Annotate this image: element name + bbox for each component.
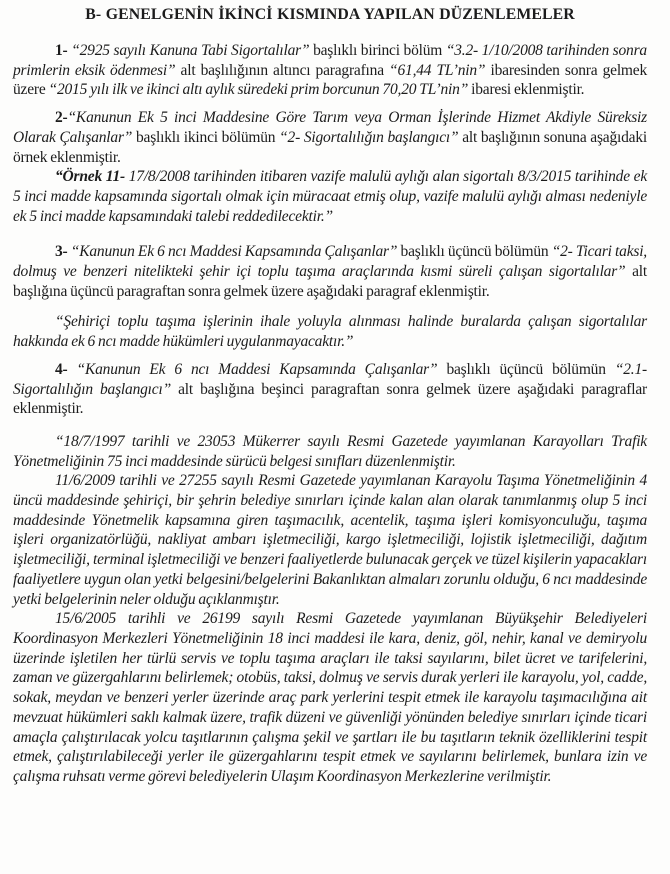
text-run: “Kanunun Ek 5 inci Maddesine Göre Tarım veya Orman İşlerinde Hizmet Akdiyle Süreksiz Olarak Çalışanlar” [13, 109, 647, 146]
paragraph-item-1 [13, 41, 647, 100]
text-run: alt başlığına beşinci paragraftan sonra gelmek üzere aşağıdaki paragraflar eklenmiştir. [13, 380, 647, 418]
text-run: başlıklı ikinci bölümün [132, 128, 280, 146]
text-run: 17/8/2008 tarihinden itibaren vazife malulü aylığı alan sigortalı 8/3/2015 tarihinde ek 5 inci madde kapsamında sigortalı olmak için müracaat etmiş olup, vazife malulü aylığı alması nedeniyle ek 5 inci madde kapsamındaki talebi reddedilecektir.” [13, 168, 647, 225]
text-run: “2- Sigortalılığın başlangıcı” [279, 128, 459, 146]
text-run: başlıklı birinci bölüm [309, 42, 446, 59]
text-run: ibaresinden sonra gelmek üzere [13, 61, 648, 99]
text-run: “2- Ticari taksi, dolmuş ve benzeri nitelikteki şehir içi toplu taşıma araçlarında kısmi süreli çalışan sigortalılar” [13, 243, 647, 281]
text-run: alt başlığının sonuna aşağıdaki örnek eklenmiştir. [13, 128, 647, 166]
document-body [13, 41, 647, 787]
text-run: 11/6/2009 tarihli ve 27255 sayılı Resmi Gazetede yayımlanan Karayolu Taşıma Yönetmeliğinin 4 üncü maddesinde şehiriçi, bir şehrin belediye sınırları içinde kalan alan olarak tanımlanmış olup 5 inci maddesinde Yönetmelik kapsamına giren taşımacılık, acentelik, taşıma işleri komisyonculuğu, taşıma işleri organizatörlüğü, nakliyat ambarı işletmeciliği, kargo işletmeciliği, lojistik işletmeciliği, dağıtım işletmeciliği, terminal işletmeciliği ve benzeri faaliyetlerde bulunacak gerçek ve tüzel kişilerin yapacakları faaliyetlere uygun olan yetki belgesini/belgelerini Bakanlıktan almaları zorunlu olduğu, 6 ncı maddesinde yetki belgelerinin neler olduğu açıklanmıştır. [13, 472, 647, 608]
text-run: alt başlılığının altıncı paragrafına [175, 61, 390, 79]
text-run: “Kanunun Ek 6 ncı Maddesi Kapsamında Çalışanlar” [70, 243, 398, 261]
text-run: “2015 yılı ilk ve ikinci altı aylık süredeki prim borcunun 70,20 TL’nin” [48, 81, 469, 99]
text-run: 3- [55, 243, 71, 261]
text-run: 2- [55, 109, 68, 127]
text-run: “Kanunun Ek 6 ncı Maddesi Kapsamında Çalışanlar” [76, 360, 438, 378]
paragraph-item-2 [13, 108, 647, 167]
text-run: 1- [55, 42, 72, 59]
document-title: B- GENELGENİN İKİNCİ KISMINDA YAPILAN DÜZENLEMELER [85, 6, 575, 23]
paragraph-quote-sehirici [13, 312, 647, 351]
paragraph-example-11 [13, 167, 647, 226]
text-run: ibaresi eklenmiştir. [468, 81, 585, 99]
paragraph-item-3 [13, 242, 647, 301]
text-run: alt başlığına üçüncü paragraftan sonra gelmek üzere aşağıdaki paragraf eklenmiştir. [13, 263, 647, 300]
paragraph-item-4 [13, 360, 647, 419]
text-run: 4- [55, 360, 77, 378]
text-run: “18/7/1997 tarihli ve 23053 Mükerrer sayılı Resmi Gazetede yayımlanan Karayolları Trafik Yönetmeliğinin 75 inci maddesinde sürücü belgesi sınıfları düzenlenmiştir. [13, 432, 647, 470]
paragraph-quote-11-6-2009 [13, 471, 647, 609]
text-run: başlıklı üçüncü bölümün [437, 360, 615, 378]
text-run: “Şehiriçi toplu taşıma işlerinin ihale yoluyla alınması halinde buralarda çalışan sigortalılar hakkında ek 6 ncı madde hükümleri uygulanmayacaktır.” [13, 313, 647, 351]
text-run: “61,44 TL’nin” [389, 61, 486, 79]
paragraph-quote-18-7-1997 [13, 432, 647, 471]
text-run: “2.1- Sigortalılığın başlangıcı” [13, 360, 647, 398]
text-run: “2925 sayılı Kanuna Tabi Sigortalılar” [71, 42, 310, 59]
text-run: 15/6/2005 tarihli ve 26199 sayılı Resmi Gazetede yayımlanan Büyükşehir Belediyeleri Koordinasyon Merkezleri Yönetmeliğinin 18 inci maddesi ile kara, deniz, göl, nehir, kanal ve demiryolu üzerinde işletilen her türlü servis ve toplu taşıma araçları ile taksi sayılarını, bilet ücret ve tarifelerini, zaman ve güzergahlarını belirlemek; otobüs, taksi, dolmuş ve servis durak yerleri ile karayolu, yol, cadde, sokak, meydan ve benzeri yerler üzerinde araç park yerlerini tespit etmek ile karayolu taşımacılığına ait mevzuat hükümleri saklı kalmak üzere, trafik düzeni ve güvenliği yönünden belediye sınırları içinde ticari amaçla çalıştırılacak yolcu taşıtlarının çalışma şekil ve şartları ile bu taşıtların teknik özelliklerini tespit etmek, çalıştırılabileceği yerler ile güzergahlarını tespit etmek ve sayılarını belirlemek, bunlara izin ve çalışma ruhsatı verme görevi belediyelerin Ulaşım Koordinasyon Merkezlerine verilmiştir. [13, 610, 647, 785]
text-run: “Örnek 11- [55, 168, 129, 186]
text-run: “3.2- 1/10/2008 tarihinden sonra primlerin eksik ödenmesi” [13, 42, 647, 79]
paragraph-quote-15-6-2005 [13, 609, 647, 786]
text-run: başlıklı üçüncü bölümün [397, 243, 552, 261]
